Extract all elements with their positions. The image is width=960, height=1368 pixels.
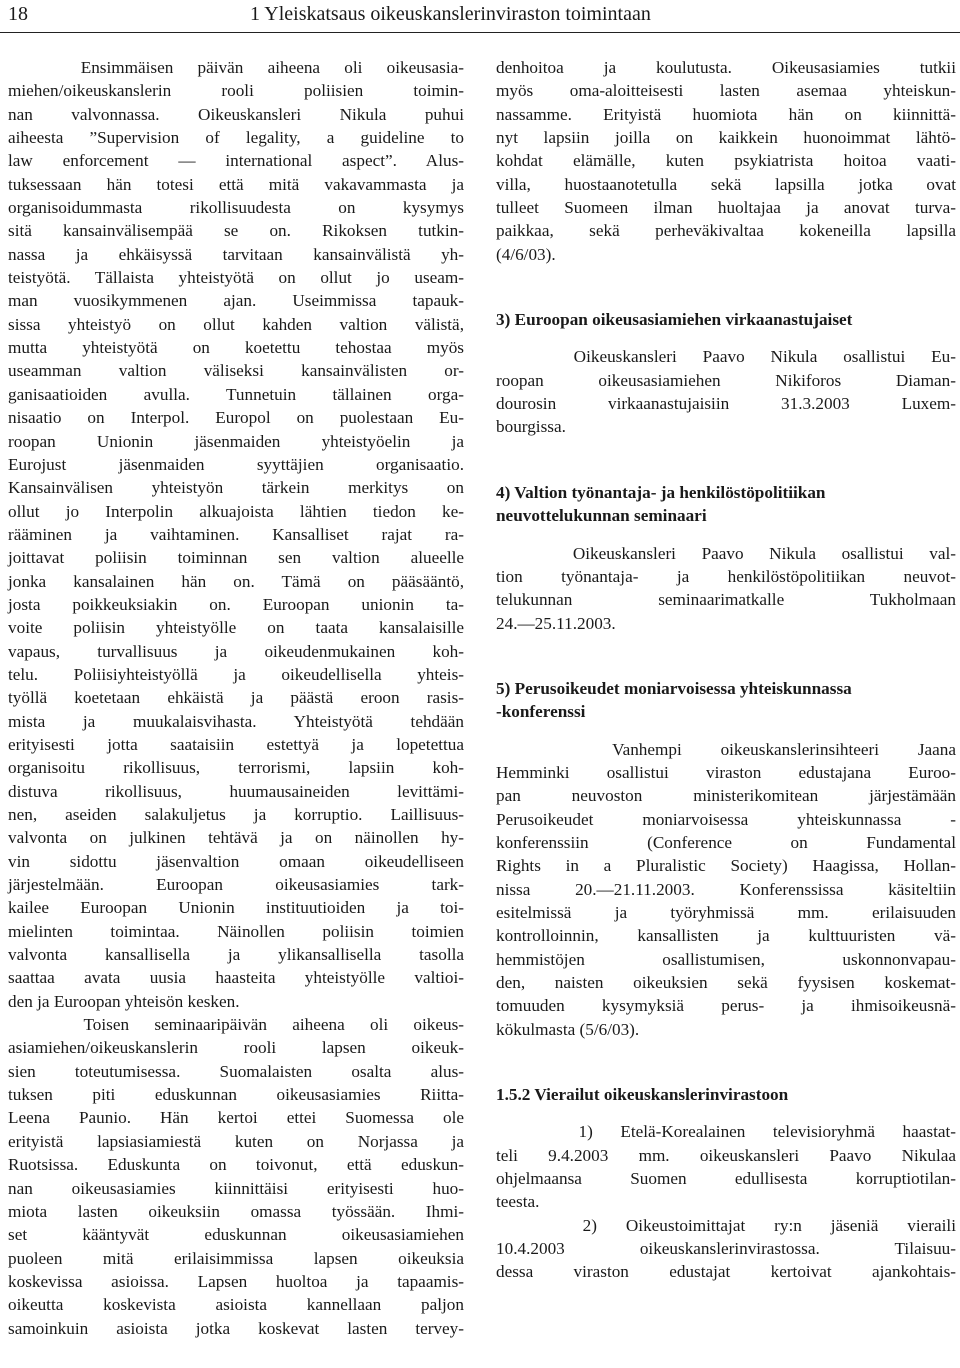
text-line: teli 9.4.2003 mm. oikeuskansleri Paavo Nikulaa xyxy=(496,1145,956,1165)
text-line: Ruotsissa. Eduskunta on toivonut, että eduskun- xyxy=(8,1155,464,1175)
text-line: set kääntyvät eduskunnan oikeusasiamiehen xyxy=(8,1225,464,1245)
text-line: Hemminki osallistui viraston edustajana Euroo- xyxy=(496,762,956,782)
text-line: sissa yhteistyö on ollut kahden valtion välistä, xyxy=(8,314,464,334)
page-header xyxy=(0,0,960,33)
section-gap xyxy=(496,724,956,738)
text-line: koskevissa asioissa. Lapsen huoltoa ja tapaamis- xyxy=(8,1271,464,1291)
text-line: järjestelmään. Euroopan oikeusasiamies tark- xyxy=(8,875,464,895)
text-line: ollut jo Interpolin alkuajoista lähtien tiedon ke- xyxy=(8,501,464,521)
left-column xyxy=(8,56,464,1340)
text-line: tion työnantaja- ja henkilöstöpolitiikan neuvot- xyxy=(496,566,956,586)
text-line: roopan Unionin jäsenmaiden yhteistyöelin ja xyxy=(8,431,464,451)
text-line: hemmistöjen osallistumisen, uskonnonvapau- xyxy=(496,949,956,969)
text-line: sien toteutumisessa. Suomalaisten osalta alus- xyxy=(8,1061,464,1081)
text-line: useamman valtion väliseksi kansainvälisten or- xyxy=(8,361,464,381)
text-line: Kansainvälisen yhteistyön tärkein merkitys on xyxy=(8,478,464,498)
section-heading: neuvottelukunnan seminaari xyxy=(496,506,707,526)
text-line: miota lasten oikeuksiin omassa työssään. Ihmi- xyxy=(8,1201,464,1221)
text-line: saattaa avata uusia haasteita yhteistyölle valtioi- xyxy=(8,968,464,988)
text-line: 24.—25.11.2003. xyxy=(496,613,616,633)
text-line: (4/6/03). xyxy=(496,244,556,264)
right-column xyxy=(496,56,956,1284)
text-line: tulleet Suomeen ilman huoltajaa ja anovat turva- xyxy=(496,198,956,218)
text-line: Vanhempi oikeuskanslerinsihteeri Jaana xyxy=(496,739,956,759)
text-line: kailee Euroopan Unionin instituutioiden ja toi- xyxy=(8,898,464,918)
text-line: kökulmasta (5/6/03). xyxy=(496,1019,640,1039)
text-line: denhoitoa ja koulutusta. Oikeusasiamies tutkii xyxy=(496,58,956,77)
text-line: dessa viraston edustajat kertoivat ajankohtais- xyxy=(496,1262,956,1282)
text-line: nen, aseiden salakuljetus ja korruptio. Laillisuus- xyxy=(8,805,464,824)
text-line: nassamme. Erityistä huomiota hän on kiinnittä- xyxy=(496,104,956,124)
text-line: nassa ja ehkäisyssä tarvitaan kansainvälistä yh- xyxy=(8,244,464,264)
text-line: law enforcement — international aspect”. Alus- xyxy=(8,151,464,171)
text-line: jonka kansalainen hän on. Tämä on pääsääntö, xyxy=(8,571,464,591)
section-gap xyxy=(496,266,956,308)
text-line: mista ja muukalaisvihasta. Yhteistyötä tehdään xyxy=(8,711,464,731)
section-gap xyxy=(496,1106,956,1120)
text-line: samoinkuin asioista jotka koskevat lasten tervey- xyxy=(8,1318,464,1338)
section-heading: 4) Valtion työnantaja- ja henkilöstöpolitiikan xyxy=(496,482,826,502)
text-line: oikeutta koskevista asioista kannellaan paljon xyxy=(8,1295,464,1315)
text-line: villa, huostaanotetulla sekä lapsilla jotka ovat xyxy=(496,174,956,194)
text-line: ohjelmaansa Suomen edullisesta korruptiotilan- xyxy=(496,1169,956,1189)
text-line: ganisaatioiden avulla. Tunnetuin tällainen orga- xyxy=(8,384,464,404)
text-line: aiheesta ”Supervision of legality, a guideline to xyxy=(8,128,464,148)
text-line: valvonta on julkinen tehtävä ja on näinollen hy- xyxy=(8,828,464,848)
text-line: miehen/oikeuskanslerin rooli poliisien toimin- xyxy=(8,81,464,101)
section-heading: 5) Perusoikeudet moniarvoisessa yhteiskunnassa xyxy=(496,678,852,698)
section-heading: -konferenssi xyxy=(496,702,586,722)
text-line: esitelmissä ja työryhmissä mm. erilaisuuden xyxy=(496,902,956,922)
section-gap xyxy=(496,1041,956,1083)
text-line: Ensimmäisen päivän aiheena oli oikeusasia- xyxy=(8,58,464,77)
text-line: mielinten toimintaa. Näinollen poliisin toimien xyxy=(8,921,464,941)
text-line: man vuosikymmenen ajan. Useimmissa tapauk- xyxy=(8,291,464,311)
text-line: vapaus, turvallisuus ja oikeudenmukainen koh- xyxy=(8,641,464,661)
text-line: kohdat elämälle, kuten psykiatrista hoitoa vaati- xyxy=(496,151,956,171)
text-line: distuva rikollisuus, huumausaineiden levittämi- xyxy=(8,781,464,801)
text-line: Leena Paunio. Hän kertoi ettei Suomessa ole xyxy=(8,1108,464,1128)
text-line: nan valvonnassa. Oikeuskansleri Nikula puhui xyxy=(8,104,464,124)
text-line: puoleen mitä erilaisimmissa lapsen oikeuksia xyxy=(8,1248,464,1268)
text-line: pan neuvoston ministerikomitean järjestämään xyxy=(496,786,956,806)
section-gap xyxy=(496,439,956,481)
section-heading: 3) Euroopan oikeusasiamiehen virkaanastujaiset xyxy=(496,310,853,330)
text-line: teistyötä. Tällaista yhteistyötä on ollut jo useam- xyxy=(8,268,464,288)
text-line: organisoidummasta rikollisuudesta on kysymys xyxy=(8,198,464,218)
text-line: roopan oikeusasiamiehen Nikiforos Diaman- xyxy=(496,370,956,390)
text-line: teesta. xyxy=(496,1192,540,1212)
text-line: kontrolloinnin, kansallisten ja kulttuuristen vä- xyxy=(496,926,956,946)
text-line: josta poikkeuksiakin on. Euroopan unionin ta- xyxy=(8,594,464,614)
text-line: tuksessaan hän totesi että mitä vakavammasta ja xyxy=(8,174,464,194)
text-line: dourosin virkaanastujaisiin 31.3.2003 Luxem- xyxy=(496,394,956,414)
text-line: vin sidottu jäsenvaltion omaan oikeudelliseen xyxy=(8,851,464,871)
text-line: voite poliisin yhteistyölle on taata kansalaisille xyxy=(8,618,464,638)
text-line: paikkaa, sekä perheväkivaltaa kokeneilla lapsilla xyxy=(496,221,956,241)
text-line: bourgissa. xyxy=(496,417,566,437)
text-line: konferenssiin (Conference on Fundamental xyxy=(496,832,956,852)
text-line: Rights in a Pluralistic Society) Haagissa, Hollan- xyxy=(496,856,956,876)
text-line: Oikeuskansleri Paavo Nikula osallistui Eu- xyxy=(496,347,956,367)
text-line: erityistä lapsiasiamiestä kuten on Norjassa ja xyxy=(8,1131,464,1151)
running-title: 1 Yleiskatsaus oikeuskanslerinviraston toimintaan xyxy=(250,3,651,25)
section-gap xyxy=(496,331,956,345)
text-line: Eurojust jäsenmaiden syyttäjien organisaatio. xyxy=(8,454,464,474)
section-gap xyxy=(496,528,956,542)
text-line: telu. Poliisiyhteistyöllä ja oikeudellisella yhteis- xyxy=(8,664,464,684)
section-gap xyxy=(496,635,956,677)
text-line: myös oma-aloitteisesti lasten asemaa yhteiskun- xyxy=(496,81,956,101)
text-line: 10.4.2003 oikeuskanslerinvirastossa. Tilaisuu- xyxy=(496,1239,956,1259)
text-line: rääminen ja vaihtaminen. Kansalliset rajat ra- xyxy=(8,524,464,544)
text-line: telukunnan seminaarimatkalle Tukholmaan xyxy=(496,590,956,610)
section-heading: 1.5.2 Vierailut oikeuskanslerinvirastoon xyxy=(496,1085,789,1105)
text-line: tuksen piti eduskunnan oikeusasiamies Riitta- xyxy=(8,1085,464,1105)
text-line: 1) Etelä-Korealainen televisioryhmä haastat- xyxy=(496,1122,956,1142)
text-line: työllä koetetaan ehkäistä ja päästä eroon rasis- xyxy=(8,688,464,708)
text-line: joittavat poliisin toiminnan sen valtion alueelle xyxy=(8,548,464,568)
text-line: tomuuden kysymyksiä perus- ja ihmisoikeusnä- xyxy=(496,996,956,1016)
text-line: den, naisten oikeuksien sekä fyysisen koskemat- xyxy=(496,973,956,992)
text-line: mutta yhteistyötä on koetettu tehostaa myös xyxy=(8,338,464,358)
text-line: valvonta kansallisella ja ylikansallisella tasolla xyxy=(8,945,464,965)
text-line: Perusoikeudet moniarvoisessa yhteiskunnassa - xyxy=(496,809,956,829)
text-line: nisaatio on Interpol. Europol on puolestaan Eu- xyxy=(8,408,464,428)
text-line: organisoitu rikollisuus, terrorismi, lapsiin koh- xyxy=(8,758,464,778)
text-line: 2) Oikeustoimittajat ry:n jäseniä vieraili xyxy=(496,1215,956,1235)
text-line: sitä kansainvälisempää se on. Rikoksen tutkin- xyxy=(8,221,464,241)
text-line: den ja Euroopan yhteisön kesken. xyxy=(8,991,240,1011)
text-line: erityisesti jotta saataisiin estettyä ja lopetettua xyxy=(8,734,464,754)
text-line: nyt lapsiin joilla on kaikkein huonoimmat lähtö- xyxy=(496,128,956,148)
text-line: nissa 20.—21.11.2003. Konferenssissa käsiteltiin xyxy=(496,879,956,899)
text-line: asiamiehen/oikeuskanslerin rooli lapsen oikeuk- xyxy=(8,1038,464,1058)
text-line: nan oikeusasiamies kiinnittäisi erityisesti huo- xyxy=(8,1178,464,1198)
text-line: Toisen seminaaripäivän aiheena oli oikeus- xyxy=(8,1015,464,1035)
page-number: 18 xyxy=(8,3,28,25)
text-line: Oikeuskansleri Paavo Nikula osallistui val- xyxy=(496,543,956,563)
